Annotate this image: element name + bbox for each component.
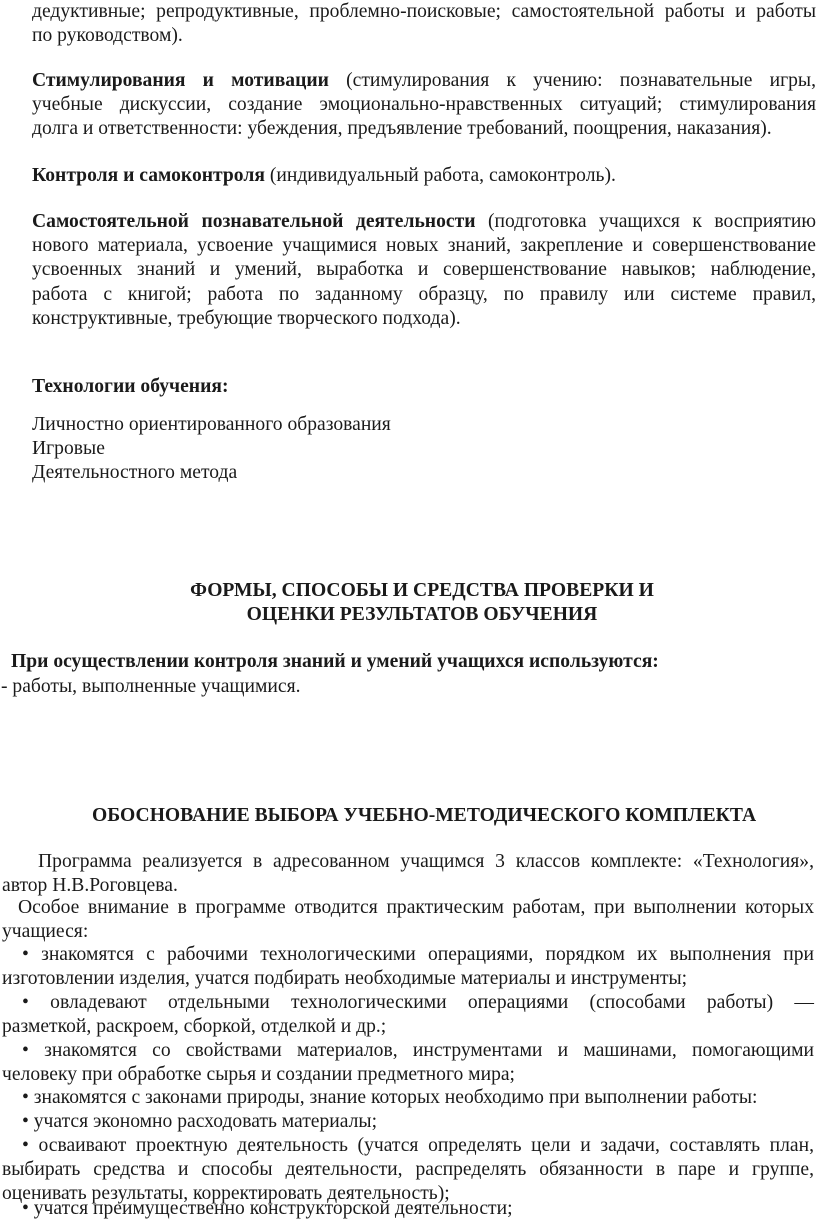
control-text: (индивидуальный работа, самоконтроль).	[269, 165, 616, 186]
stimulation-line	[32, 69, 816, 93]
rationale-line: Особое внимание в программе отводится практическим работам, при выполнении которых	[18, 897, 814, 918]
self-activity-line: усвоенных знаний и умений, выработка и совершенствование навыков; наблюдение,	[32, 259, 816, 281]
technology-item: Игровые	[32, 438, 105, 460]
bullet-item	[2, 943, 814, 991]
technologies-list	[32, 413, 816, 486]
bullet-line: • учатся экономно расходовать материалы;	[22, 1111, 378, 1132]
technologies-title: Технологии обучения:	[32, 376, 229, 397]
control-lead-text: При осуществлении контроля знаний и умений учащихся используются:	[11, 651, 659, 672]
forms-heading	[30, 579, 814, 627]
forms-heading-line: ОЦЕНКИ РЕЗУЛЬТАТОВ ОБУЧЕНИЯ	[246, 604, 598, 626]
bullet-line: разметкой, раскроем, сборкой, отделкой и др.;	[2, 1016, 387, 1038]
bullet-line: • знакомятся с рабочими технологическими операциями, порядком их выполнения при	[22, 944, 814, 965]
self-activity-text: (подготовка учащихся к восприятию	[488, 211, 816, 232]
control-item	[1, 675, 785, 699]
bullet-line: человеку при обработке сырья и создании предметного мира;	[2, 1064, 516, 1086]
control-item-text: - работы, выполненные учащимися.	[1, 676, 301, 697]
bullet-line: • овладевают отдельными технологическими операциями (способами работы) —	[22, 992, 814, 1013]
self-activity-line: работа с книгой; работа по заданному образцу, по правилу или системе правил,	[32, 283, 816, 305]
control-line	[32, 164, 816, 188]
bullet-line: • знакомятся со свойствами материалов, инструментами и машинами, помогающими	[22, 1040, 814, 1061]
methods-line: по руководством).	[32, 25, 183, 47]
rationale-paragraph-1	[2, 850, 814, 898]
control-paragraph	[32, 164, 816, 188]
control-lead	[11, 650, 795, 674]
stimulation-line: долга и ответственности: убеждения, предъявление требований, поощрения, наказания).	[32, 118, 772, 140]
bullet-item	[2, 991, 814, 1039]
self-activity-title: Самостоятельной познавательной деятельности	[32, 211, 476, 232]
rationale-line: учащиеся:	[2, 921, 89, 943]
bullet-item	[2, 1039, 814, 1087]
rationale-line: Программа реализуется в адресованном учащимся 3 классов комплекте: «Технология»,	[38, 851, 814, 872]
bullet-line: • знакомятся с законами природы, знание которых необходимо при выполнении работы:	[22, 1087, 758, 1108]
stimulation-text: (стимулирования к учению: познавательные игры,	[346, 70, 816, 91]
rationale-heading	[92, 804, 812, 828]
self-activity-line	[32, 210, 816, 234]
stimulation-paragraph	[32, 69, 816, 142]
bullet-item	[2, 1110, 814, 1134]
self-activity-line: конструктивные, требующие творческого подхода).	[32, 307, 461, 329]
methods-paragraph	[32, 0, 816, 48]
technology-item: Деятельностного метода	[32, 462, 238, 484]
technology-item: Личностно ориентированного образования	[32, 414, 391, 435]
stimulation-line: учебные дискуссии, создание эмоционально-нравственных ситуаций; стимулирования	[32, 94, 816, 116]
bullet-line: выбирать средства и способы деятельности, распределять обязанности в паре и группе,	[2, 1159, 814, 1181]
bullet-item	[2, 1086, 814, 1110]
methods-line: дедуктивные; репродуктивные, проблемно-поисковые; самостоятельной работы и работы	[32, 1, 816, 22]
rationale-line: автор Н.В.Роговцева.	[2, 875, 178, 897]
bullet-item	[2, 1134, 814, 1207]
forms-heading-line: ФОРМЫ, СПОСОБЫ И СРЕДСТВА ПРОВЕРКИ И	[190, 580, 654, 601]
bullet-line: • осваивают проектную деятельность (учатся определять цели и задачи, составлять план,	[22, 1135, 814, 1156]
bullet-line: изготовлении изделия, учатся подбирать необходимые материалы и инструменты;	[2, 968, 688, 990]
control-title: Контроля и самоконтроля	[32, 165, 265, 186]
rationale-heading-text: ОБОСНОВАНИЕ ВЫБОРА УЧЕБНО-МЕТОДИЧЕСКОГО КОМПЛЕКТА	[92, 805, 757, 826]
bullet-line: оценивать результаты, корректировать деятельность);	[2, 1183, 450, 1205]
technologies-section	[32, 375, 816, 399]
self-activity-paragraph	[32, 210, 816, 331]
bullet-line: • учатся преимущественно конструкторской деятельности;	[22, 1198, 513, 1219]
bullet-item	[2, 1197, 814, 1221]
self-activity-line: нового материала, усвоение учащимися новых знаний, закрепление и совершенствование	[32, 235, 816, 257]
rationale-paragraph-2	[2, 896, 814, 944]
stimulation-title: Стимулирования и мотивации	[32, 70, 329, 91]
